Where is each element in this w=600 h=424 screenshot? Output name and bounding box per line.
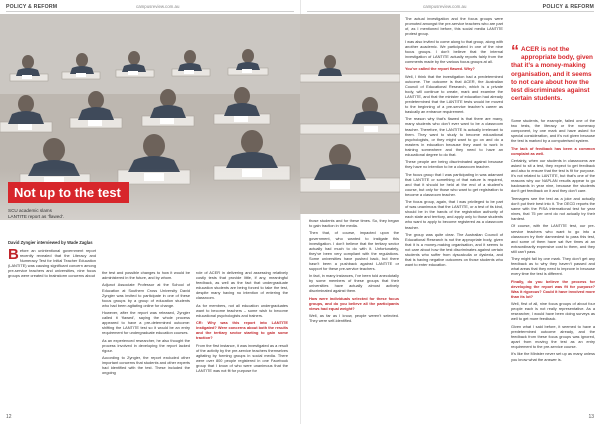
paragraph: The focus group that I was participating in was adamant that LANTITE or something of that nature is required, and that it should be held at the end of a student’s course, but only for those who want to get registration to become a classroom teacher. [405, 171, 503, 197]
paragraph: Teenagers see the test as a joke and actually don’t put their best into it. The OECD reports the same with the PISA international test for year nines, that 75 per cent do not actually try their hardest. [511, 195, 595, 222]
paragraph: Adjunct Associate Professor at the School of Education at Southern Cross University David Zyngier was invited to participate in one of these focus groups by a group of education students who had been agitating online for change. [102, 282, 190, 308]
quote-mark-icon: “ [511, 43, 519, 60]
running-head-right: POLICY & REFORM [542, 4, 594, 10]
paragraph: The focus group, again, that I was privileged to be part of was unanimous that the LANTITE, or a test of its kind, should be in the hands of the registration authority of each state and territory, and apply only to those students who want to apply to become registered as a classroom teacher. [405, 199, 503, 230]
paragraph: In fact, in many instances, I’ve been told anecdotally by some members of these groups that their universities have actually almost actively discriminated against them. [309, 273, 399, 294]
right-column-3 [511, 118, 595, 364]
interview-question: CR: Why was this report into LANTITE instigated? Were concerns about both the results and the tertiary sector starting to gain some traction? [196, 320, 288, 341]
drop-cap: B [8, 246, 19, 264]
headline: Not up to the test [14, 185, 121, 200]
running-head-left: POLICY & REFORM [6, 4, 58, 10]
paragraph: the test and possible changes to how it would be administered in the future, and by whom. [102, 270, 190, 281]
running-url-right: campusreview.com.au [423, 4, 467, 9]
left-column-3 [196, 270, 288, 375]
paragraph: Then that, of course, impacted upon the government, who wanted to instigate this investigation. I don’t believe that the tertiary sector actually had much to do with it. Unfortunately, they’ve been very compliant with the regulations. Some universities have pushed back, but there hasn’t been a pushback against LANTITE or support for these pre-service teachers. [309, 230, 399, 271]
page-number-left: 12 [6, 414, 12, 420]
right-column-2 [405, 16, 503, 270]
paragraph: I was also invited to come along to that group, along with another academic. We participated in one of the nine focus groups. I don’t believe that the internal investigation of LANTITE actually reports fairly from the comments made by the various focus groups at all. [405, 38, 503, 64]
pull-quote-text: ACER is not the appropriate body, given that it’s a money-making organisation, and it seems to not care about how the test discriminates against certain students. [511, 46, 593, 103]
headline-banner [8, 182, 129, 203]
intro-paragraph: Before an unintentional government report recently revealed that the Literacy and Numeracy Test for Initial Teacher Education (LANTITE) was causing significant concern among pre-service teachers and universities, nine focus groups were created to brainstorm concerns about [8, 246, 96, 279]
interview-question: Finally, do you believe the process for developing the report was fit for purpose? Was it rigorous? Could it have involved more than its lot? [511, 278, 595, 299]
interview-question: How were individuals selected for these focus groups, and do you believe all the participants views had equal weight? [309, 295, 399, 311]
paragraph: role of ACER in delivering and assessing relatively costly tests that provide little, if any, meaningful feedback, as well as the fact that undergraduate education students are being forced to take the test, despite many having no intention of entering the classroom. [196, 270, 288, 301]
paragraph: Well, as far as I know, people weren’t selected. They were self-identified. [309, 313, 399, 324]
left-column-2 [102, 270, 190, 378]
paragraph: Given what I said before, it seemed to have a predetermined outcome already, and the feedback from these focus groups was ignored, apart from moving the test as an entry requirement to the pre-service course. [511, 323, 595, 350]
paragraph: It’s like the Minister never set up as many unless you know what the answer is. [511, 351, 595, 362]
paragraph: As an experienced researcher, he also thought the process involved in developing the report lacked rigour. [102, 337, 190, 353]
paragraph: Of course, with the LANTITE test, our pre-service teachers who want to go into a classroom try their damnedest to pass this test, and some of them have sat five times at an extraordinarily expensive cost to them, and they still can’t pass. [511, 223, 595, 254]
paragraph: Certainly, when our students in classrooms are asked to sit a test, they expect to get feedback and also to ensure that the test is fit for purpose. It’s not related to LANTITE, but that’s one of the reasons why our NAPLAN results appear to go backwards in year nine, because the students don’t get feedback on it and they don’t care. [511, 158, 595, 194]
paragraph: However, after the report was released, Zyngier called it ‘flawed’, saying the whole process appeared to have a pre-determined outcome: shifting the LANTITE test so it would be an entry requirement for undergraduate education courses. [102, 310, 190, 336]
paragraph: The group was quite clear. The Australian Council of Educational Research is not the appropriate body, given that it is a money-making organisation, and it seems to not care about how the test discriminates against certain students who suffer from dyscalculia or dyslexia, and that is having negative outcomes on those students who want to enter education. [405, 231, 503, 268]
exam-hall-photo-continuation [300, 14, 400, 214]
pull-quote [511, 43, 593, 103]
left-column-1 [8, 240, 96, 281]
paragraph: those students and for these times. So, they began to gain traction in the media. [309, 218, 399, 229]
header-rule-left [6, 11, 294, 12]
interview-question: You’ve called the report flawed. Why? [405, 66, 475, 72]
paragraph: From the first instance, it was investigated as a result of the activity by the pre-service teachers themselves agitating by forming groups in social media. There were over 800 people registered in one Facebook group that I know of who were unanimous that the LANTITE was not fit for purpose for [196, 342, 288, 374]
page-number-right: 13 [588, 414, 594, 420]
paragraph: These people are being discriminated against because they have no intention to be a classroom teacher. [405, 159, 503, 170]
paragraph: Well, I think that the investigation had a predetermined outcome. The outcome is that ACER, the Australian Council of Educational Research, which is a private body, will continue to create, mark and examine the LANTITE, and that the minister of education had already predetermined that the LANTITE tests would be moved to the beginning of a pre-service teacher’s career as basically an entrance requirement. [405, 73, 503, 114]
right-column-1 [309, 218, 399, 326]
interview-question: The lack of feedback has been a common complaint as well. [511, 145, 595, 156]
paragraph: Well, first of all, nine focus groups of about four people each is not really representative. As a researcher, I would have been doing surveys as well to get more feedback. [511, 301, 595, 322]
paragraph: As for members, not all education undergraduates want to become teachers – some wish to become educational psychologists and trainers. [196, 302, 288, 318]
paragraph: Some students, for example, failed one of the two tests, the literacy or the numeracy component, by one mark and have asked for special consideration, and it’s not given because the test is marked by a computerised system. [511, 118, 595, 144]
photo-caption: SCU academic slams LANTITE report as ‘flawed’. [8, 208, 65, 219]
paragraph: The reason why that’s flawed is that there are many, many students who don’t ever want to be a classroom teacher. Therefore, the LANTITE is actually irrelevant to them. They want to study to become educational psychologists, or they might want to go on and do a masters in education because they want to work in training somewhere and they need to have an educational degree to do that. [405, 116, 503, 157]
paragraph: According to Zyngier, the report excluded other important concerns that students and other experts had identified with the test. These included the ongoing [102, 355, 190, 376]
byline: David Zyngier interviewed by Wade Zaglas [8, 240, 93, 245]
paragraph: The actual investigation and the focus groups were promoted amongst the pre-service teachers who are part of, as I mentioned before, this social media LANTITE protest group. [405, 16, 503, 37]
header-rule-right [307, 11, 594, 12]
paragraph: They might fail by one mark. They don’t get any feedback as to why they haven’t passed and what areas that they need to improve in because every time the test is different. [511, 256, 595, 277]
running-url-left: campusreview.com.au [136, 4, 180, 9]
